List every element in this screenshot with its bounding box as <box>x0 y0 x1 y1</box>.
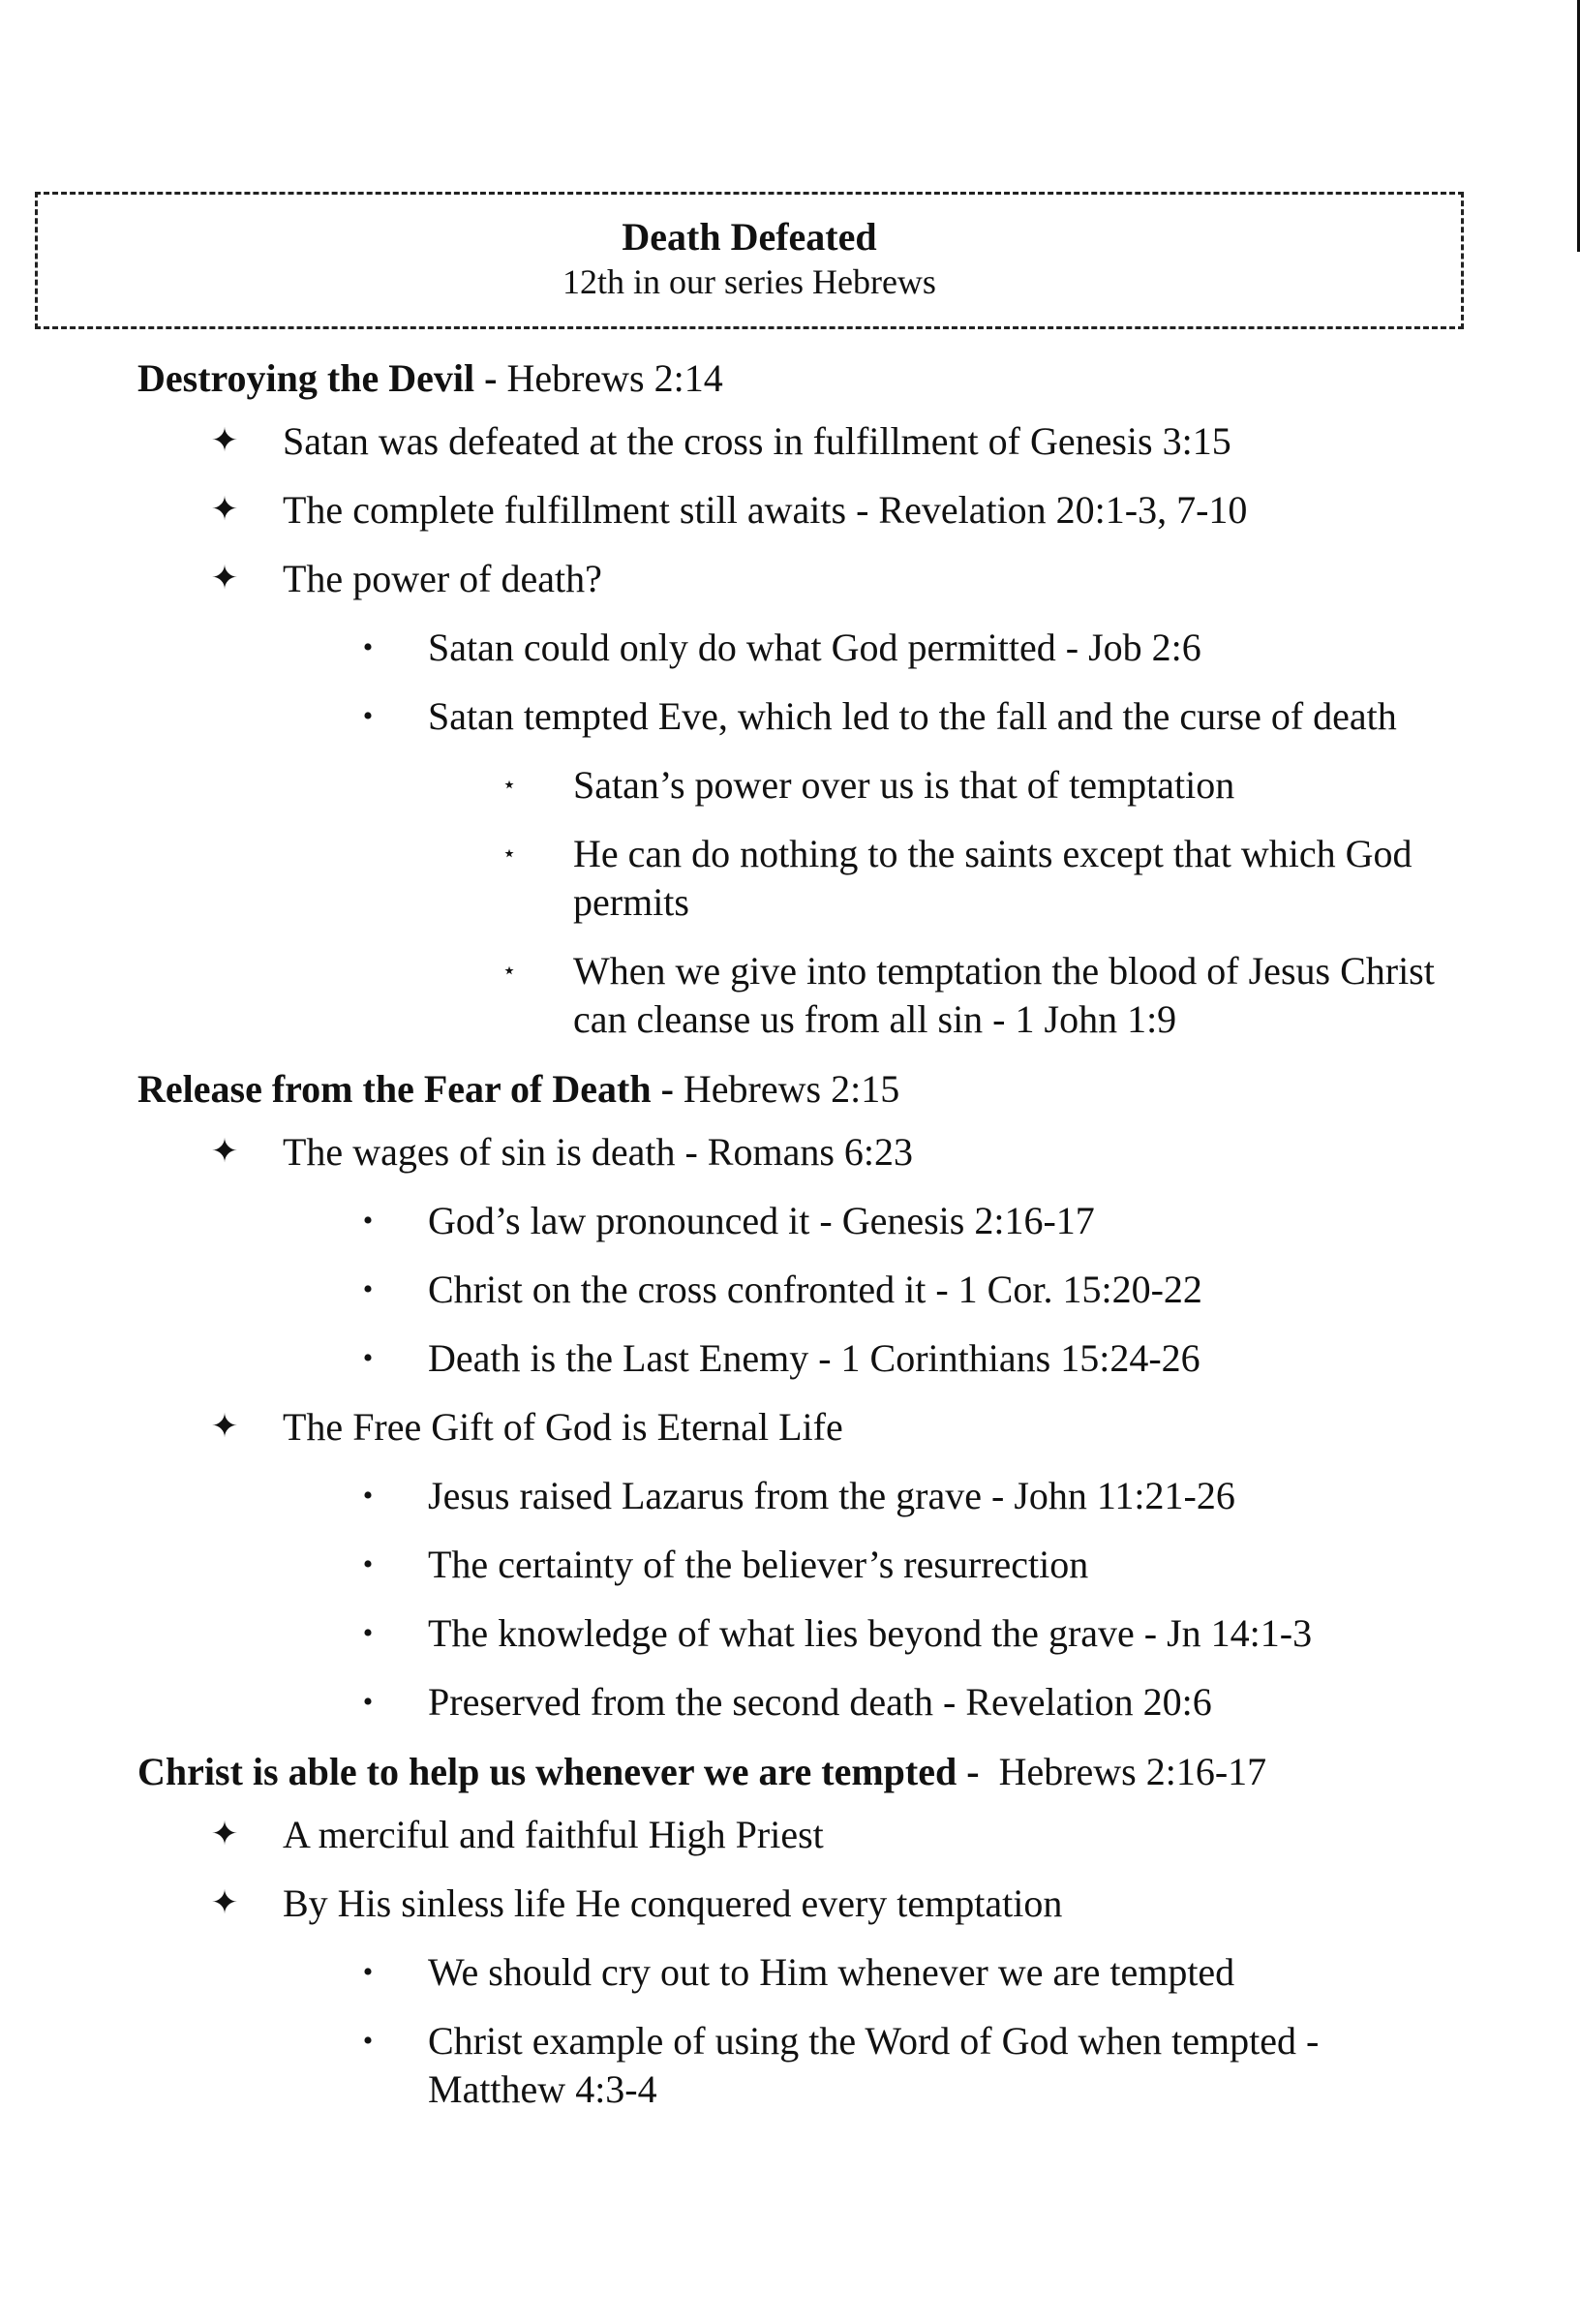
dot-bullet-icon: • <box>362 2025 374 2057</box>
section-heading <box>137 1747 1464 1797</box>
outline-point-level-2 <box>137 1334 1464 1383</box>
outline-content <box>137 353 1464 2134</box>
outline-point-text: The power of death? <box>283 557 602 600</box>
outline-point-level-1 <box>137 555 1464 603</box>
star-bullet-icon: ⋆ <box>501 773 517 798</box>
outline-point-text: God’s law pronounced it - Genesis 2:16-17 <box>428 1199 1095 1242</box>
dot-bullet-icon: • <box>362 1686 374 1718</box>
section-scripture-reference: Hebrews 2:15 <box>683 1067 900 1111</box>
outline-point-text: Jesus raised Lazarus from the grave - John 11:21-26 <box>428 1474 1235 1517</box>
outline-point-text: The wages of sin is death - Romans 6:23 <box>283 1130 913 1174</box>
outline-point-level-3 <box>137 761 1464 810</box>
outline-point-text: Christ on the cross confronted it - 1 Cor. 15:20-22 <box>428 1268 1202 1311</box>
outline-point-text: The complete fulfillment still awaits - Revelation 20:1-3, 7-10 <box>283 488 1248 532</box>
outline-point-level-2 <box>137 624 1464 672</box>
outline-point-text: He can do nothing to the saints except that which God permits <box>573 832 1413 924</box>
outline-point-level-1 <box>137 486 1464 535</box>
dot-bullet-icon: • <box>362 1956 374 1988</box>
outline-point-level-1 <box>137 1403 1464 1452</box>
outline-point-level-2 <box>137 2017 1464 2114</box>
outline-point-text: The knowledge of what lies beyond the grave - Jn 14:1-3 <box>428 1611 1313 1655</box>
page-subtitle: 12th in our series Hebrews <box>562 262 936 301</box>
outline-point-text: The certainty of the believer’s resurrection <box>428 1543 1089 1586</box>
diamond-star-bullet-icon: ✦ <box>210 561 239 596</box>
star-bullet-icon: ⋆ <box>501 959 517 984</box>
diamond-star-bullet-icon: ✦ <box>210 423 239 459</box>
page-title: Death Defeated <box>622 215 877 259</box>
star-bullet-icon: ⋆ <box>501 841 517 867</box>
outline-point-level-2 <box>137 1472 1464 1520</box>
dot-bullet-icon: • <box>362 1342 374 1374</box>
section-heading-separator: - <box>474 356 507 400</box>
outline-point-text: Christ example of using the Word of God when tempted - Matthew 4:3-4 <box>428 2019 1320 2111</box>
diamond-star-bullet-icon: ✦ <box>210 1134 239 1170</box>
dot-bullet-icon: • <box>362 1205 374 1237</box>
outline-point-text: When we give into temptation the blood of Jesus Christ can cleanse us from all sin - 1 John 1:9 <box>573 949 1435 1041</box>
diamond-star-bullet-icon: ✦ <box>210 492 239 528</box>
outline-point-text: A merciful and faithful High Priest <box>283 1813 824 1856</box>
outline-point-text: Satan could only do what God permitted - Job 2:6 <box>428 626 1201 669</box>
outline-point-text: Satan was defeated at the cross in fulfillment of Genesis 3:15 <box>283 419 1231 463</box>
outline-point-text: The Free Gift of God is Eternal Life <box>283 1405 843 1449</box>
diamond-star-bullet-icon: ✦ <box>210 1817 239 1852</box>
section-heading <box>137 1064 1464 1115</box>
outline-point-text: We should cry out to Him whenever we are tempted <box>428 1950 1235 1994</box>
outline-point-text: Satan tempted Eve, which led to the fall and the curse of death <box>428 694 1397 738</box>
outline-section <box>137 1747 1464 2114</box>
outline-point-level-2 <box>137 1678 1464 1727</box>
section-heading-separator: - <box>957 1750 999 1793</box>
outline-point-level-1 <box>137 417 1464 466</box>
section-heading <box>137 353 1464 404</box>
outline-point-level-2 <box>137 1541 1464 1589</box>
section-heading-title: Release from the Fear of Death <box>137 1067 652 1111</box>
outline-point-level-2 <box>137 1609 1464 1658</box>
dot-bullet-icon: • <box>362 1548 374 1580</box>
dot-bullet-icon: • <box>362 1480 374 1512</box>
outline-point-level-1 <box>137 1128 1464 1177</box>
outline-section <box>137 1064 1464 1727</box>
diamond-star-bullet-icon: ✦ <box>210 1885 239 1921</box>
section-heading-title: Destroying the Devil <box>137 356 475 400</box>
outline-point-level-1 <box>137 1880 1464 1928</box>
outline-point-text: Satan’s power over us is that of temptation <box>573 763 1235 807</box>
outline-point-text: By His sinless life He conquered every temptation <box>283 1881 1063 1925</box>
outline-point-level-2 <box>137 1266 1464 1314</box>
outline-point-level-1 <box>137 1811 1464 1859</box>
outline-point-level-3 <box>137 830 1464 927</box>
section-heading-title: Christ is able to help us whenever we are tempted <box>137 1750 957 1793</box>
dot-bullet-icon: • <box>362 700 374 732</box>
outline-point-level-2 <box>137 1948 1464 1997</box>
outline-point-level-2 <box>137 692 1464 741</box>
dot-bullet-icon: • <box>362 1273 374 1305</box>
outline-section <box>137 353 1464 1044</box>
title-box <box>35 192 1464 329</box>
dot-bullet-icon: • <box>362 631 374 663</box>
dot-bullet-icon: • <box>362 1617 374 1649</box>
section-scripture-reference: Hebrews 2:16-17 <box>998 1750 1267 1793</box>
outline-point-text: Preserved from the second death - Revelation 20:6 <box>428 1680 1212 1724</box>
diamond-star-bullet-icon: ✦ <box>210 1409 239 1445</box>
outline-point-text: Death is the Last Enemy - 1 Corinthians 15:24-26 <box>428 1336 1200 1380</box>
section-scripture-reference: Hebrews 2:14 <box>506 356 723 400</box>
outline-point-level-2 <box>137 1197 1464 1245</box>
outline-point-level-3 <box>137 947 1464 1044</box>
section-heading-separator: - <box>651 1067 684 1111</box>
